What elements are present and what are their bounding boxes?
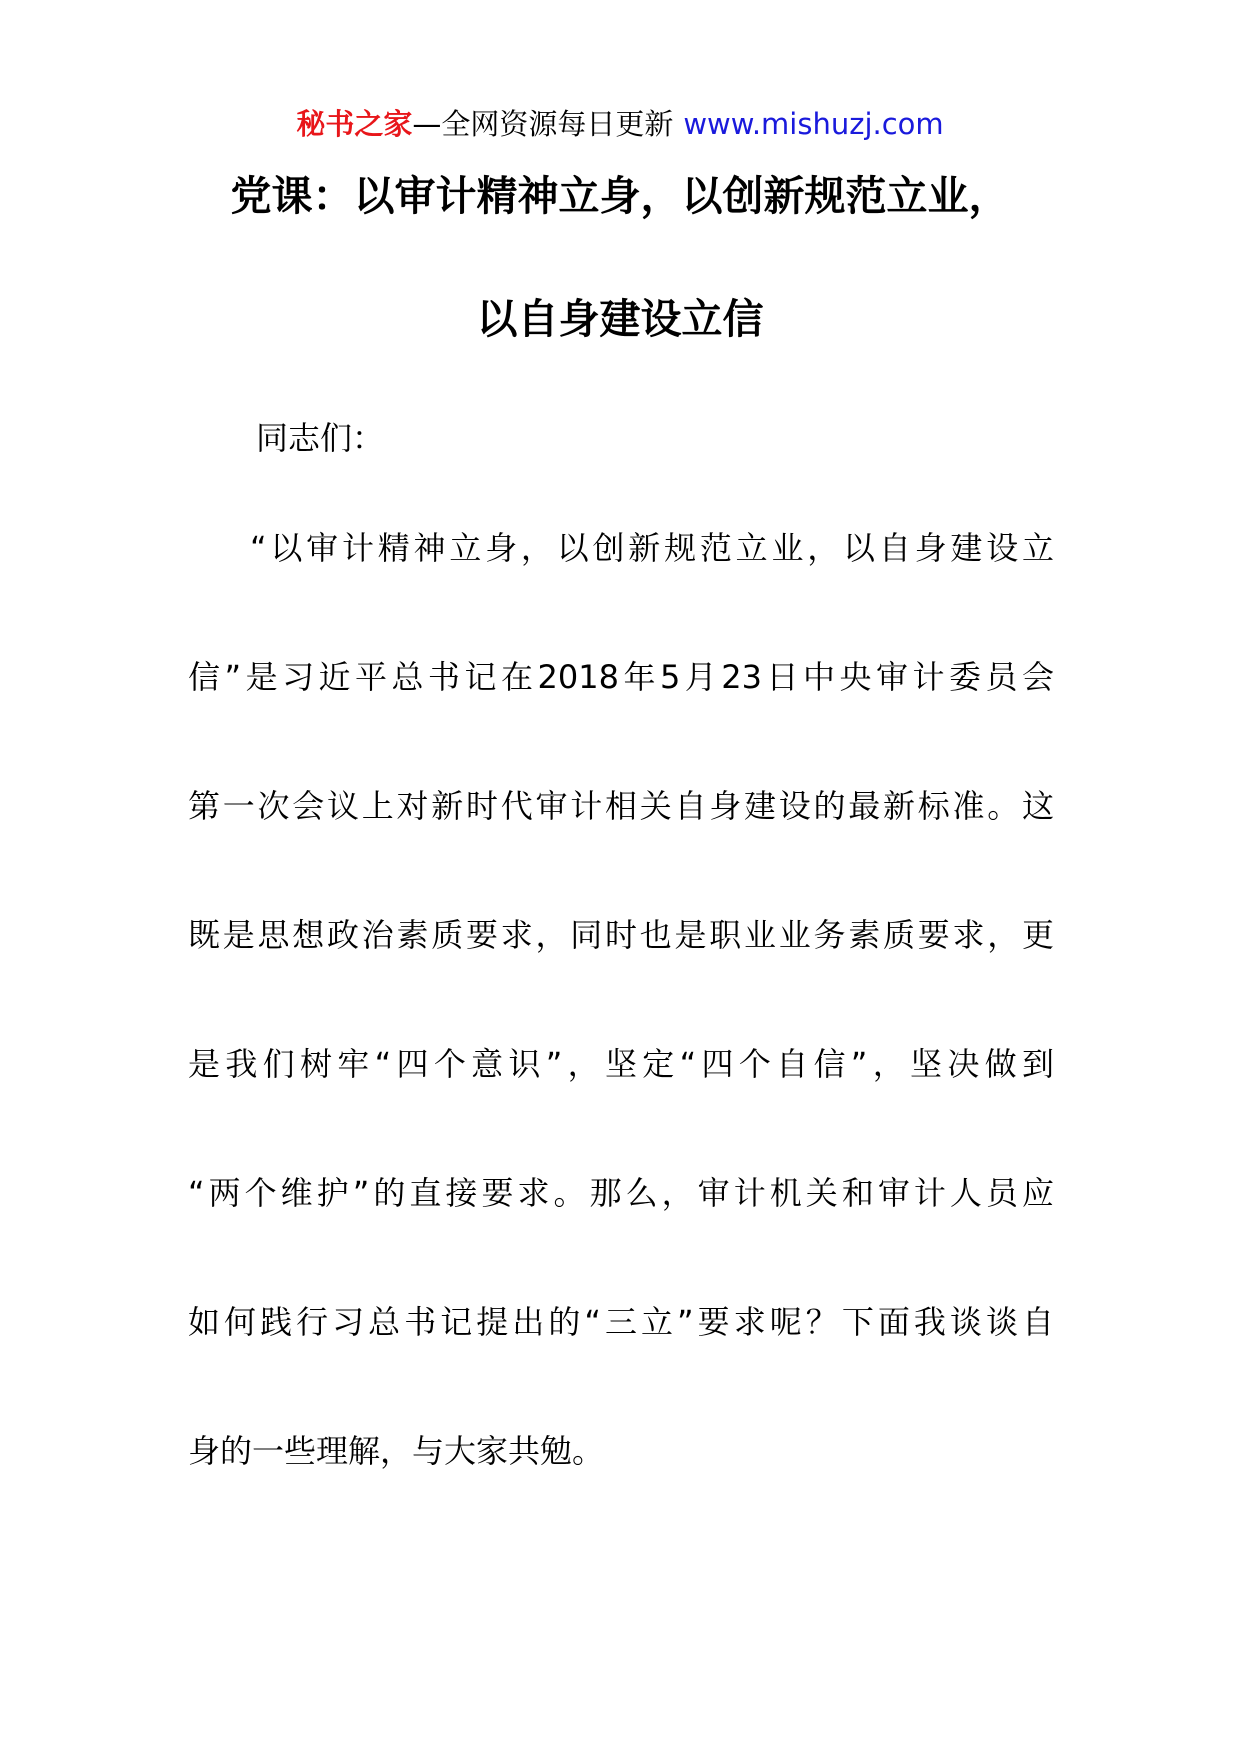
paragraph-line: 如何践行习总书记提出的“三立”要求呢？下面我谈谈自 xyxy=(188,1303,1054,1341)
document-title-line-1: 党课：以审计精神立身，以创新规范立业， xyxy=(230,172,1010,220)
paragraph-line: 是我们树牢“四个意识”，坚定“四个自信”，坚决做到 xyxy=(188,1045,1054,1083)
header-tagline: —全网资源每日更新 xyxy=(412,107,674,141)
paragraph-line: 第一次会议上对新时代审计相关自身建设的最新标准。这 xyxy=(188,787,1054,825)
document-title-line-2: 以自身建设立信 xyxy=(476,295,764,343)
paragraph-line: 既是思想政治素质要求，同时也是职业业务素质要求，更 xyxy=(188,916,1054,954)
salutation: 同志们： xyxy=(256,419,385,457)
site-header xyxy=(0,104,1240,144)
paragraph-line: “以审计精神立身，以创新规范立业，以自身建设立 xyxy=(250,529,1054,567)
brand-name: 秘书之家 xyxy=(296,107,413,141)
website-link[interactable]: www.mishuzj.com xyxy=(683,107,944,141)
paragraph-line: 信”是习近平总书记在2018年5月23日中央审计委员会 xyxy=(188,658,1054,696)
paragraph-line: “两个维护”的直接要求。那么，审计机关和审计人员应 xyxy=(188,1174,1054,1212)
paragraph-line: 身的一些理解，与大家共勉。 xyxy=(188,1432,605,1470)
